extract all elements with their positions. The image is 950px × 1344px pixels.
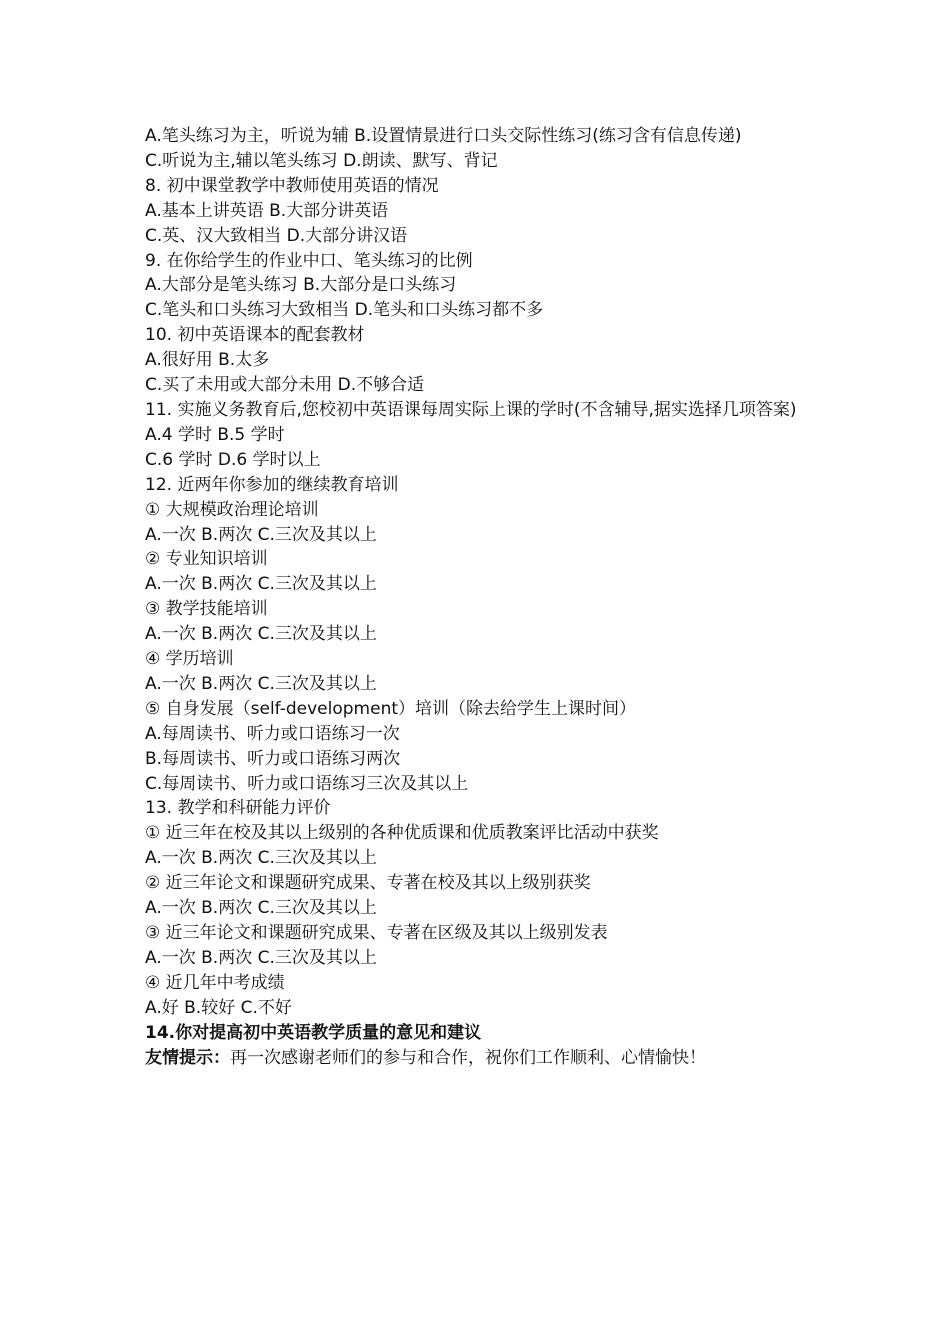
option-line: A.大部分是笔头练习 B.大部分是口头练习 bbox=[145, 275, 457, 296]
option-line: B.每周读书、听力或口语练习两次 bbox=[145, 748, 401, 769]
option-line: A.4 学时 B.5 学时 bbox=[145, 424, 285, 445]
question-11: 11. 实施义务教育后,您校初中英语课每周实际上课的学时(不含辅导,据实选择几项答案) bbox=[145, 399, 797, 420]
option-line: A.一次 B.两次 C.三次及其以上 bbox=[145, 673, 377, 694]
option-line: A.一次 B.两次 C.三次及其以上 bbox=[145, 624, 377, 645]
option-line: A.基本上讲英语 B.大部分讲英语 bbox=[145, 200, 389, 221]
option-line: C.听说为主,辅以笔头练习 D.朗读、默写、背记 bbox=[145, 150, 498, 171]
sub-question: ④ 学历培训 bbox=[145, 649, 234, 670]
question-12: 12. 近两年你参加的继续教育培训 bbox=[145, 474, 399, 495]
option-line: C.6 学时 D.6 学时以上 bbox=[145, 449, 321, 470]
sub-question: ① 大规模政治理论培训 bbox=[145, 499, 319, 520]
option-line: A.一次 B.两次 C.三次及其以上 bbox=[145, 898, 377, 919]
closing-tip bbox=[145, 1046, 805, 1071]
tip-label: 友情提示： bbox=[145, 1047, 230, 1068]
question-8: 8. 初中课堂教学中教师使用英语的情况 bbox=[145, 175, 439, 196]
question-10: 10. 初中英语课本的配套教材 bbox=[145, 325, 365, 346]
option-line: C.笔头和口头练习大致相当 D.笔头和口头练习都不多 bbox=[145, 300, 544, 321]
sub-question: ③ 近三年论文和课题研究成果、专著在区级及其以上级别发表 bbox=[145, 923, 608, 943]
option-line: C.买了未用或大部分未用 D.不够合适 bbox=[145, 375, 425, 396]
option-line: A.一次 B.两次 C.三次及其以上 bbox=[145, 848, 377, 869]
sub-question: ④ 近几年中考成绩 bbox=[145, 972, 285, 993]
tip-text: 再一次感谢老师们的参与和合作，祝你们工作顺利、心情愉快！ bbox=[230, 1047, 706, 1068]
option-line: A.一次 B.两次 C.三次及其以上 bbox=[145, 524, 377, 545]
question-14: 14.你对提高初中英语教学质量的意见和建议 bbox=[145, 1022, 482, 1043]
option-line: A.很好用 B.太多 bbox=[145, 350, 270, 371]
question-13: 13. 教学和科研能力评价 bbox=[145, 798, 331, 819]
question-9: 9. 在你给学生的作业中口、笔头练习的比例 bbox=[145, 250, 473, 271]
sub-question: ② 近三年论文和课题研究成果、专著在校及其以上级别获奖 bbox=[145, 873, 591, 894]
sub-question: ⑤ 自身发展（self-development）培训（除去给学生上课时间） bbox=[145, 698, 637, 719]
option-line: A.每周读书、听力或口语练习一次 bbox=[145, 723, 400, 744]
sub-question: ③ 教学技能培训 bbox=[145, 599, 268, 620]
sub-question: ② 专业知识培训 bbox=[145, 549, 268, 570]
option-line: A.一次 B.两次 C.三次及其以上 bbox=[145, 574, 377, 595]
document-page bbox=[145, 124, 805, 1070]
option-line: A.笔头练习为主，听说为辅 B.设置情景进行口头交际性练习(练习含有信息传递) bbox=[145, 126, 742, 146]
option-line: C.英、汉大致相当 D.大部分讲汉语 bbox=[145, 225, 408, 246]
sub-question: ① 近三年在校及其以上级别的各种优质课和优质教案评比活动中获奖 bbox=[145, 823, 659, 844]
option-line: A.好 B.较好 C.不好 bbox=[145, 997, 292, 1018]
option-line: A.一次 B.两次 C.三次及其以上 bbox=[145, 947, 377, 968]
option-line: C.每周读书、听力或口语练习三次及其以上 bbox=[145, 773, 469, 794]
